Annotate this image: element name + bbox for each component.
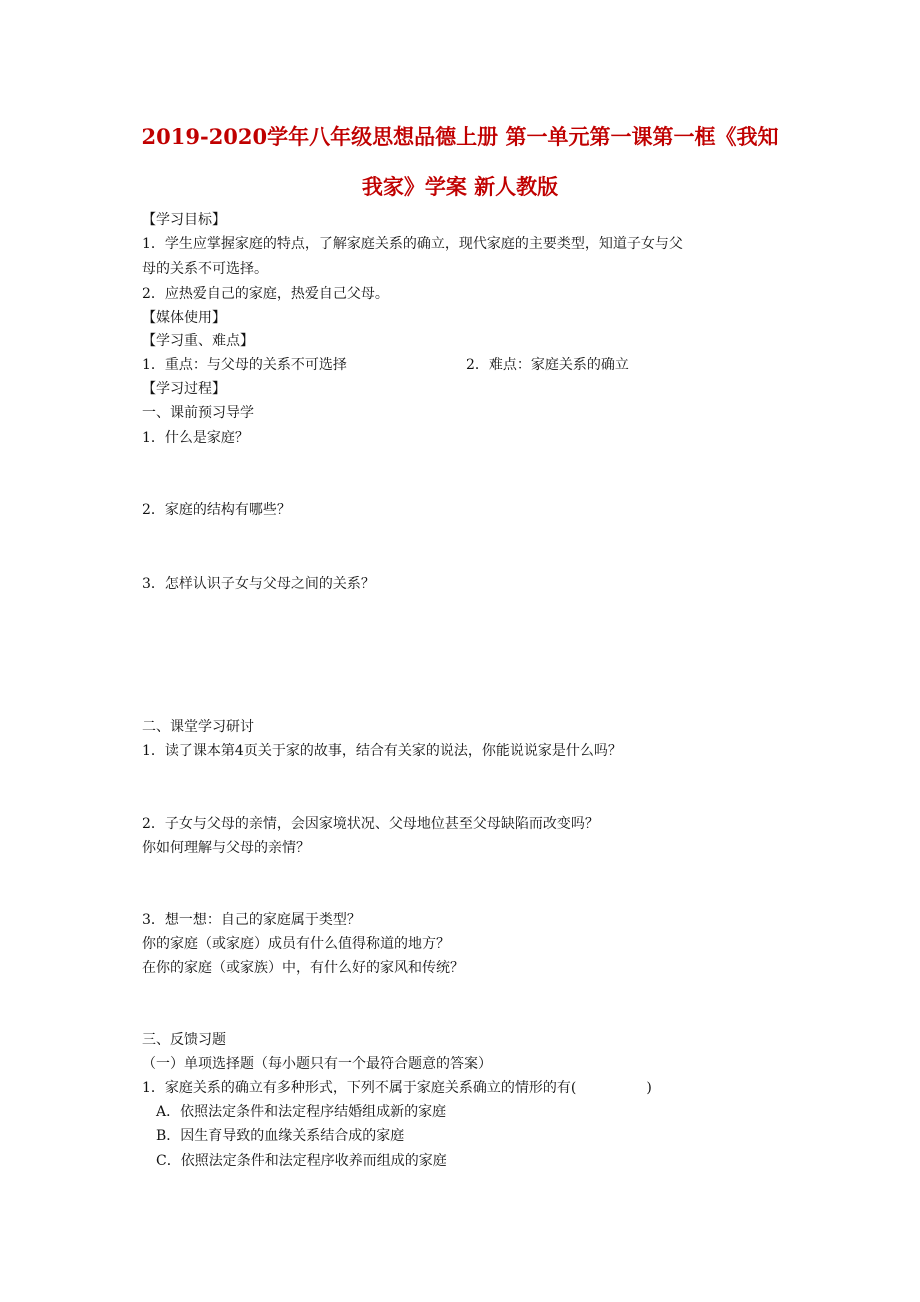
title-line-1: 2019-2020学年八年级思想品德上册 第一单元第一课第一框《我知 (141, 124, 779, 149)
key-points-row (142, 355, 347, 375)
classroom-question-3-line-3: 在你的家庭（或家族）中，有什么好的家风和传统？ (142, 960, 464, 976)
classroom-question-2-line-2: 你如何理解与父母的亲情？ (142, 840, 310, 856)
preview-question-3: 3．怎样认识子女与父母之间的关系？ (142, 576, 375, 592)
option-c: C．依照法定条件和法定程序收养而组成的家庭 (156, 1153, 447, 1169)
objectives-heading: 【学习目标】 (142, 212, 226, 228)
preview-question-1: 1．什么是家庭？ (142, 430, 249, 446)
objective-1-line-1: 1．学生应掌握家庭的特点，了解家庭关系的确立，现代家庭的主要类型，知道子女与父 (142, 236, 683, 252)
feedback-section-1: （一）单项选择题（每小题只有一个最符合题意的答案） (142, 1056, 492, 1072)
option-b: B．因生育导致的血缘关系结合成的家庭 (156, 1128, 405, 1144)
preview-question-2: 2．家庭的结构有哪些？ (142, 502, 291, 518)
feedback-question-1: 1．家庭关系的确立有多种形式，下列不属于家庭关系确立的情形的有( ) (142, 1080, 652, 1096)
objective-2: 2．应热爱自己的家庭，热爱自己父母。 (142, 286, 389, 302)
objective-1-line-2: 母的关系不可选择。 (142, 261, 268, 277)
classroom-question-1: 1．读了课本第4页关于家的故事，结合有关家的说法，你能说说家是什么吗？ (142, 743, 622, 759)
focus-point: 1．重点：与父母的关系不可选择 (142, 357, 347, 373)
process-heading: 【学习过程】 (142, 381, 226, 397)
feedback-heading: 三、反馈习题 (142, 1032, 226, 1048)
option-a: A．依照法定条件和法定程序结婚组成新的家庭 (156, 1104, 447, 1120)
media-heading: 【媒体使用】 (142, 310, 226, 326)
title-line-2: 我家》学案 新人教版 (361, 174, 559, 199)
classroom-question-3-line-2: 你的家庭（或家庭）成员有什么值得称道的地方？ (142, 936, 450, 952)
key-points-heading: 【学习重、难点】 (142, 333, 254, 349)
difficulty-point: 2．难点：家庭关系的确立 (466, 357, 629, 373)
classroom-heading: 二、课堂学习研讨 (142, 719, 254, 735)
classroom-question-2-line-1: 2．子女与父母的亲情，会因家境状况、父母地位甚至父母缺陷而改变吗？ (142, 816, 599, 832)
classroom-question-3-line-1: 3．想一想：自己的家庭属于类型？ (142, 912, 361, 928)
preview-heading: 一、课前预习导学 (142, 405, 254, 421)
